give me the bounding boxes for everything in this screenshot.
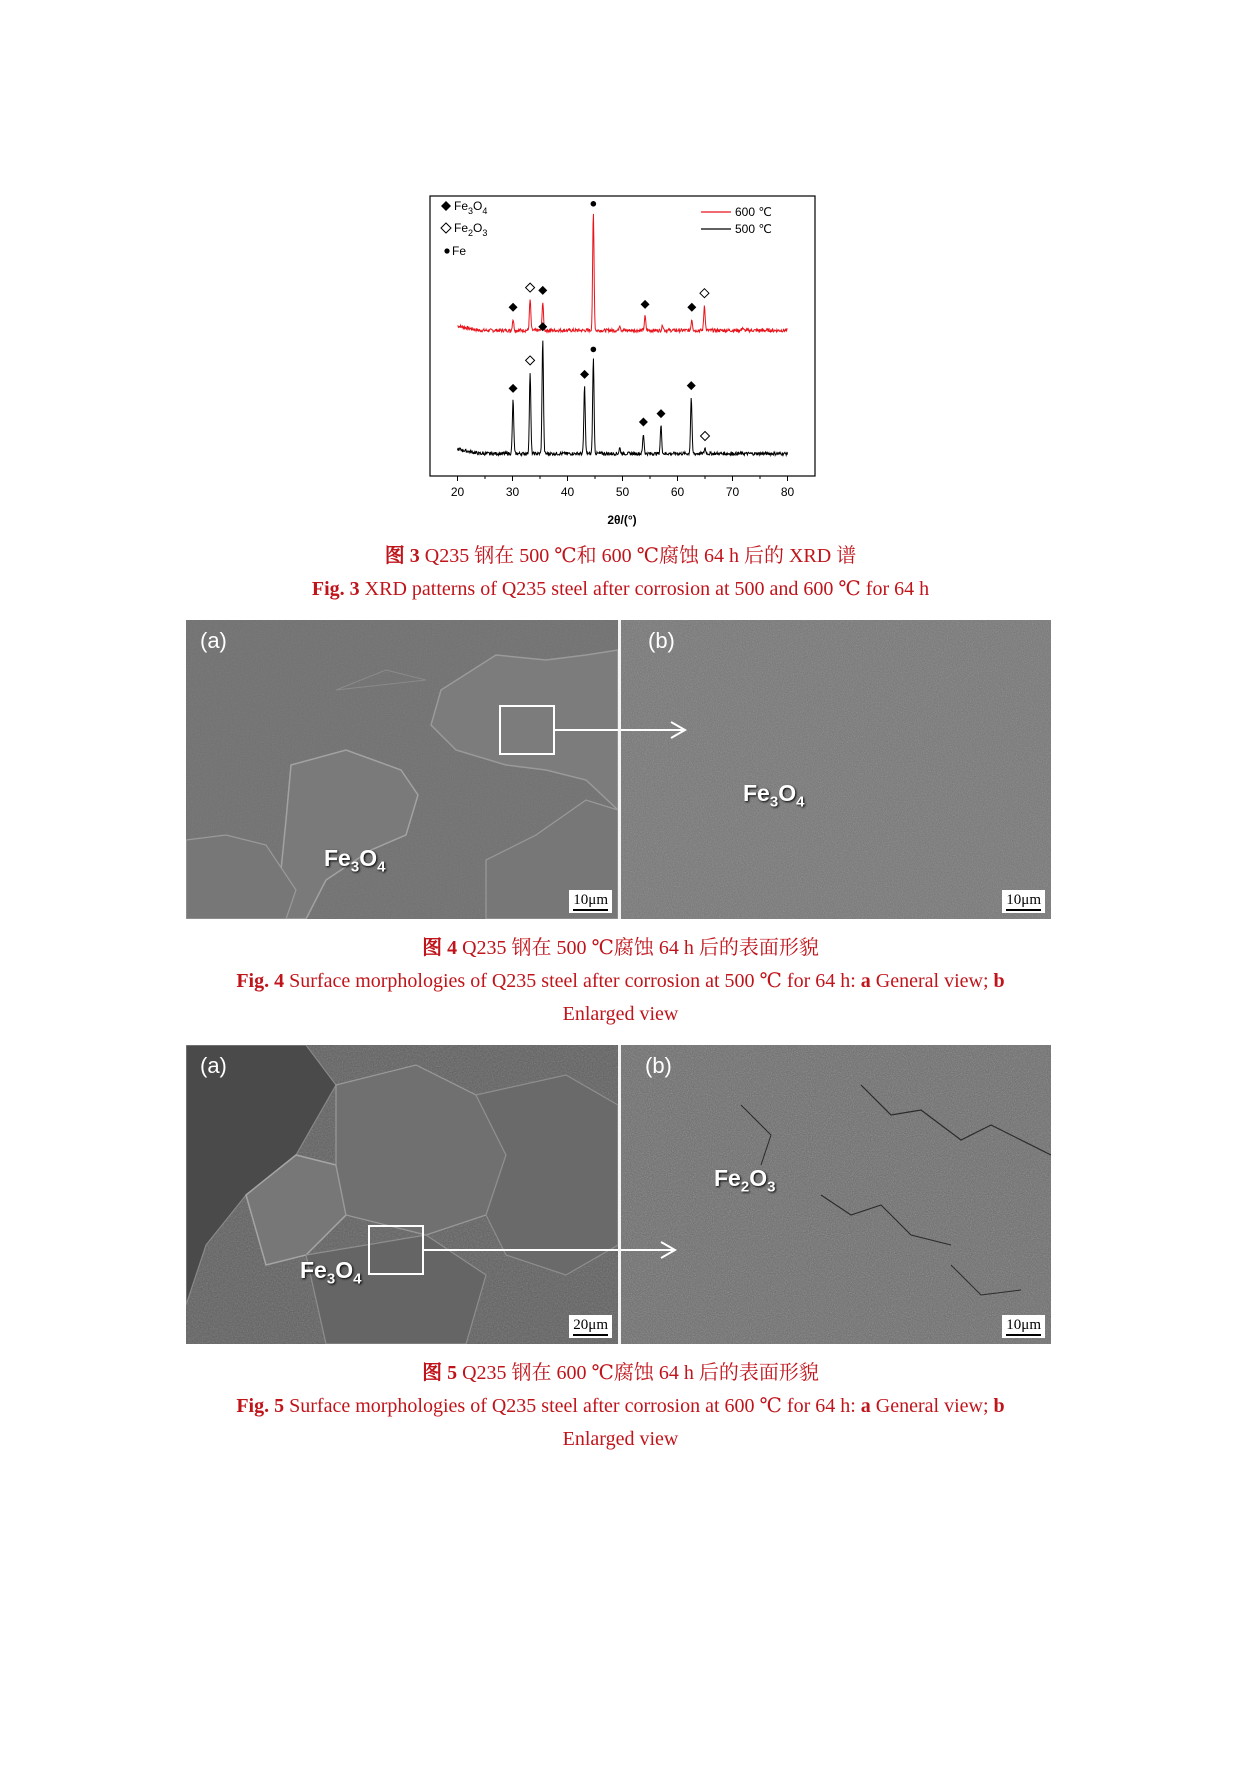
figure4-caption-en-a: a bbox=[860, 970, 871, 992]
plot-frame bbox=[430, 196, 815, 476]
figure4-caption-en-line2 bbox=[0, 998, 1241, 1030]
open-diamond-icon bbox=[441, 223, 451, 233]
figure5-phase-a: $Fe_3O_4$ bbox=[300, 1257, 362, 1288]
peak-open-diamond-marker bbox=[526, 283, 535, 292]
x-tick-label: 20 bbox=[450, 485, 465, 499]
legend-lines bbox=[701, 205, 772, 236]
figure5-panel-a-label: (a) bbox=[200, 1053, 227, 1078]
figure4-caption-cn bbox=[0, 932, 1241, 964]
legend-fe3o4 bbox=[441, 199, 487, 216]
peak-filled-diamond-marker bbox=[687, 303, 696, 312]
legend-fe2o3 bbox=[441, 221, 487, 238]
legend-fe3o4-label: $Fe_3O_4$ bbox=[454, 199, 488, 216]
figure4-panel-a bbox=[186, 620, 618, 919]
x-tick-label: 70 bbox=[725, 485, 740, 499]
x-axis-label: 2θ/(°) bbox=[607, 513, 637, 527]
figure5-panel-b bbox=[621, 1045, 1051, 1344]
peak-open-diamond-marker bbox=[700, 289, 709, 298]
figure3-caption-cn-text: Q235 钢在 500 ℃和 600 ℃腐蚀 64 h 后的 XRD 谱 bbox=[424, 545, 857, 567]
figure4-scale-b: 10μm bbox=[1002, 890, 1045, 913]
figure3-caption-en-num: Fig. 3 bbox=[311, 578, 360, 600]
figure5-caption-en-b: b bbox=[993, 1395, 1005, 1417]
peak-filled-diamond-marker bbox=[687, 381, 696, 390]
figure5-caption-cn bbox=[0, 1357, 1241, 1389]
dot-icon bbox=[444, 248, 449, 253]
figure4-panel-b-label: (b) bbox=[648, 628, 675, 653]
figure5-caption-en-post: Enlarged view bbox=[562, 1428, 679, 1450]
legend-fe bbox=[444, 244, 466, 258]
figure5-caption-cn-num: 图 5 bbox=[422, 1362, 458, 1384]
figure4-caption-en bbox=[0, 965, 1241, 997]
peak-filled-diamond-marker bbox=[641, 300, 650, 309]
x-tick-label: 50 bbox=[615, 485, 630, 499]
peak-filled-diamond-marker bbox=[538, 286, 547, 295]
figure5-caption-cn-text: Q235 钢在 600 ℃腐蚀 64 h 后的表面形貌 bbox=[462, 1362, 819, 1384]
legend-fe2o3-label: $Fe_2O_3$ bbox=[454, 221, 488, 238]
peak-open-diamond-marker bbox=[701, 432, 710, 441]
figure3-caption-en bbox=[0, 573, 1241, 605]
figure4-caption-cn-num: 图 4 bbox=[422, 937, 458, 959]
figure3-caption-cn bbox=[0, 540, 1241, 572]
figure4-scale-a: 10μm bbox=[569, 890, 612, 913]
figure5-panel-b-label: (b) bbox=[645, 1053, 672, 1078]
legend-fe-label: Fe bbox=[452, 244, 467, 258]
figure5-caption-en-text: Surface morphologies of Q235 steel after corrosion at 600 ℃ for 64 h: bbox=[289, 1395, 861, 1417]
series-line-500 bbox=[458, 341, 788, 456]
figure4-caption-en-post: Enlarged view bbox=[562, 1003, 679, 1025]
figure5-scale-a: 20μm bbox=[569, 1315, 612, 1338]
xrd-chart bbox=[420, 190, 820, 540]
peak-open-diamond-marker bbox=[526, 356, 535, 365]
filled-diamond-icon bbox=[441, 201, 451, 211]
peak-filled-diamond-marker bbox=[509, 384, 518, 393]
figure5-caption-en-line2 bbox=[0, 1423, 1241, 1455]
figure5-caption-en bbox=[0, 1390, 1241, 1422]
figure4-caption-en-num: Fig. 4 bbox=[236, 970, 285, 992]
figure4-phase-a: $Fe_3O_4$ bbox=[324, 845, 386, 876]
peak-filled-diamond-marker bbox=[580, 370, 589, 379]
figure5-caption-en-a: a bbox=[860, 1395, 871, 1417]
x-tick-label: 60 bbox=[670, 485, 685, 499]
figure5-scale-b: 10μm bbox=[1002, 1315, 1045, 1338]
figure3-caption-cn-num: 图 3 bbox=[384, 545, 420, 567]
peak-filled-diamond-marker bbox=[657, 409, 666, 418]
figure5-phase-b: $Fe_2O_3$ bbox=[714, 1165, 776, 1196]
figure4-panel-a-label: (a) bbox=[200, 628, 227, 653]
legend-label-500: 500 ℃ bbox=[735, 222, 772, 236]
figure4-caption-en-text: Surface morphologies of Q235 steel after corrosion at 500 ℃ for 64 h: bbox=[289, 970, 861, 992]
figure4-phase-b: $Fe_3O_4$ bbox=[743, 780, 805, 811]
x-tick-label: 30 bbox=[505, 485, 520, 499]
peak-dot-marker bbox=[591, 201, 597, 207]
peak-filled-diamond-marker bbox=[509, 303, 518, 312]
figure4-caption-cn-text: Q235 钢在 500 ℃腐蚀 64 h 后的表面形貌 bbox=[462, 937, 819, 959]
peak-dot-marker bbox=[591, 347, 597, 353]
x-tick-label: 40 bbox=[560, 485, 575, 499]
figure4-panel-b bbox=[621, 620, 1051, 919]
x-tick-label: 80 bbox=[780, 485, 795, 499]
figure5-caption-en-mid: General view; bbox=[870, 1395, 994, 1417]
figure4-caption-en-b: b bbox=[993, 970, 1005, 992]
legend-markers bbox=[441, 199, 487, 258]
legend-label-600: 600 ℃ bbox=[735, 205, 772, 219]
figure5-image bbox=[186, 1045, 1051, 1344]
figure5-caption-en-num: Fig. 5 bbox=[236, 1395, 285, 1417]
figure4-caption-en-mid: General view; bbox=[870, 970, 994, 992]
peak-filled-diamond-marker bbox=[639, 418, 648, 427]
figure5-panel-a bbox=[186, 1045, 618, 1344]
figure4-image bbox=[186, 620, 1051, 919]
figure3-caption-en-text: XRD patterns of Q235 steel after corrosion at 500 and 600 ℃ for 64 h bbox=[364, 578, 930, 600]
